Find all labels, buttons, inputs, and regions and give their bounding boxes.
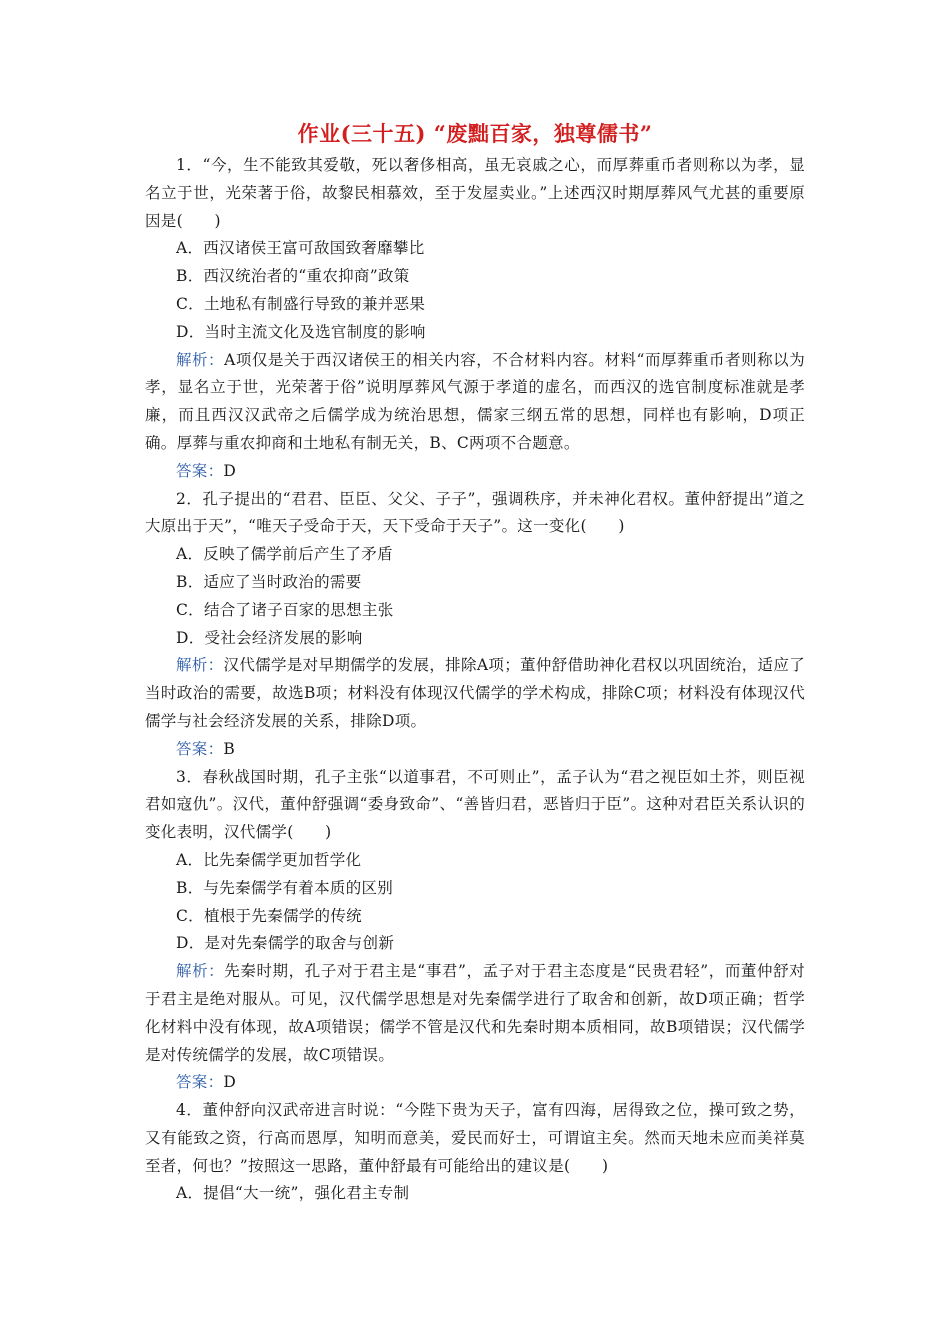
option-a: A．反映了儒学前后产生了矛盾 [176, 545, 393, 564]
analysis [145, 652, 805, 735]
analysis-text: A项仅是关于西汉诸侯王的相关内容，不合材料内容。材料“而厚葬重币者则称以为孝，显名立于世，光荣著于俗”说明厚葬风气源于孝道的虚名，而西汉的选官制度标准就是孝廉，而且西汉汉武帝之后儒学成为统治思想，儒家三纲五常的思想，同样也有影响，D项正确。厚葬与重农抑商和土地私有制无关，B、C两项不合题意。 [145, 350, 805, 452]
question-stem: 3．春秋战国时期，孔子主张“以道事君，不可则止”，孟子认为“君之视臣如土芥，则臣视君如寇仇”。汉代，董仲舒强调“委身致命”、“善皆归君，恶皆归于臣”。这种对君臣关系认识的变化表明，汉代儒学( ) [145, 767, 805, 842]
answer-value: D [223, 1073, 237, 1092]
answer-label: 答案： [176, 461, 224, 480]
answer-value: B [223, 739, 236, 758]
option-b: B．西汉统治者的“重农抑商”政策 [176, 267, 410, 286]
option-b: B．适应了当时政治的需要 [176, 572, 362, 591]
option-a: A．西汉诸侯王富可敌国致奢靡攀比 [176, 239, 425, 258]
analysis-label: 解析： [176, 962, 225, 981]
question-1 [145, 152, 805, 486]
option-d: D．受社会经济发展的影响 [176, 628, 363, 647]
option-c: C．土地私有制盛行导致的兼并恶果 [176, 294, 426, 313]
option-c: C．植根于先秦儒学的传统 [176, 906, 362, 925]
option-c: C．结合了诸子百家的思想主张 [176, 600, 394, 619]
answer-label: 答案： [176, 739, 224, 758]
answer [145, 458, 805, 486]
question-3 [145, 764, 805, 1098]
question-2 [145, 486, 805, 764]
analysis-text: 汉代儒学是对早期儒学的发展，排除A项；董仲舒借助神化君权以巩固统治，适应了当时政治的需要，故选B项；材料没有体现汉代儒学的学术构成，排除C项；材料没有体现汉代儒学与社会经济发展的关系，排除D项。 [145, 656, 805, 730]
option-a: A．比先秦儒学更加哲学化 [176, 850, 362, 869]
page-title: 作业(三十五) “废黜百家，独尊儒书” [297, 121, 653, 146]
question-stem: 1．“今，生不能致其爱敬，死以奢侈相高，虽无哀戚之心，而厚葬重币者则称以为孝，显名立于世，光荣著于俗，故黎民相慕效，至于发屋卖业。”上述西汉时期厚葬风气尤甚的重要原因是( ) [145, 156, 805, 230]
analysis [145, 347, 805, 458]
analysis [145, 958, 805, 1069]
answer [145, 1069, 805, 1097]
question-4 [145, 1097, 805, 1208]
question-stem: 2．孔子提出的“君君、臣臣、父父、子子”，强调秩序，并未神化君权。董仲舒提出”道之大原出于天”，“唯天子受命于天，天下受命于天子”。这一变化( ) [145, 489, 805, 536]
option-b: B．与先秦儒学有着本质的区别 [176, 878, 394, 897]
option-a: A．提倡“大一统”，强化君主专制 [176, 1184, 410, 1203]
option-d: D．当时主流文化及选官制度的影响 [176, 322, 426, 341]
answer-value: D [223, 461, 237, 480]
option-d: D．是对先秦儒学的取舍与创新 [176, 934, 395, 953]
document-page [145, 118, 805, 1208]
analysis-label: 解析： [176, 656, 224, 675]
question-stem: 4．董仲舒向汉武帝进言时说：“今陛下贵为天子，富有四海，居得致之位，操可致之势，又有能致之资，行高而恩厚，知明而意美，爱民而好士，可谓谊主矣。然而天地未应而美祥莫至者，何也？”按照这一思路，董仲舒最有可能给出的建议是( ) [145, 1101, 805, 1175]
analysis-text: 先秦时期，孔子对于君主是“事君”，孟子对于君主态度是“民贵君轻”，而董仲舒对于君主是绝对服从。可见，汉代儒学思想是对先秦儒学进行了取舍和创新，故D项正确；哲学化材料中没有体现，故A项错误；儒学不管是汉代和先秦时期本质相同，故B项错误；汉代儒学是对传统儒学的发展，故C项错误。 [145, 962, 805, 1064]
answer-label: 答案： [176, 1073, 224, 1092]
analysis-label: 解析： [176, 350, 225, 369]
answer [145, 736, 805, 764]
